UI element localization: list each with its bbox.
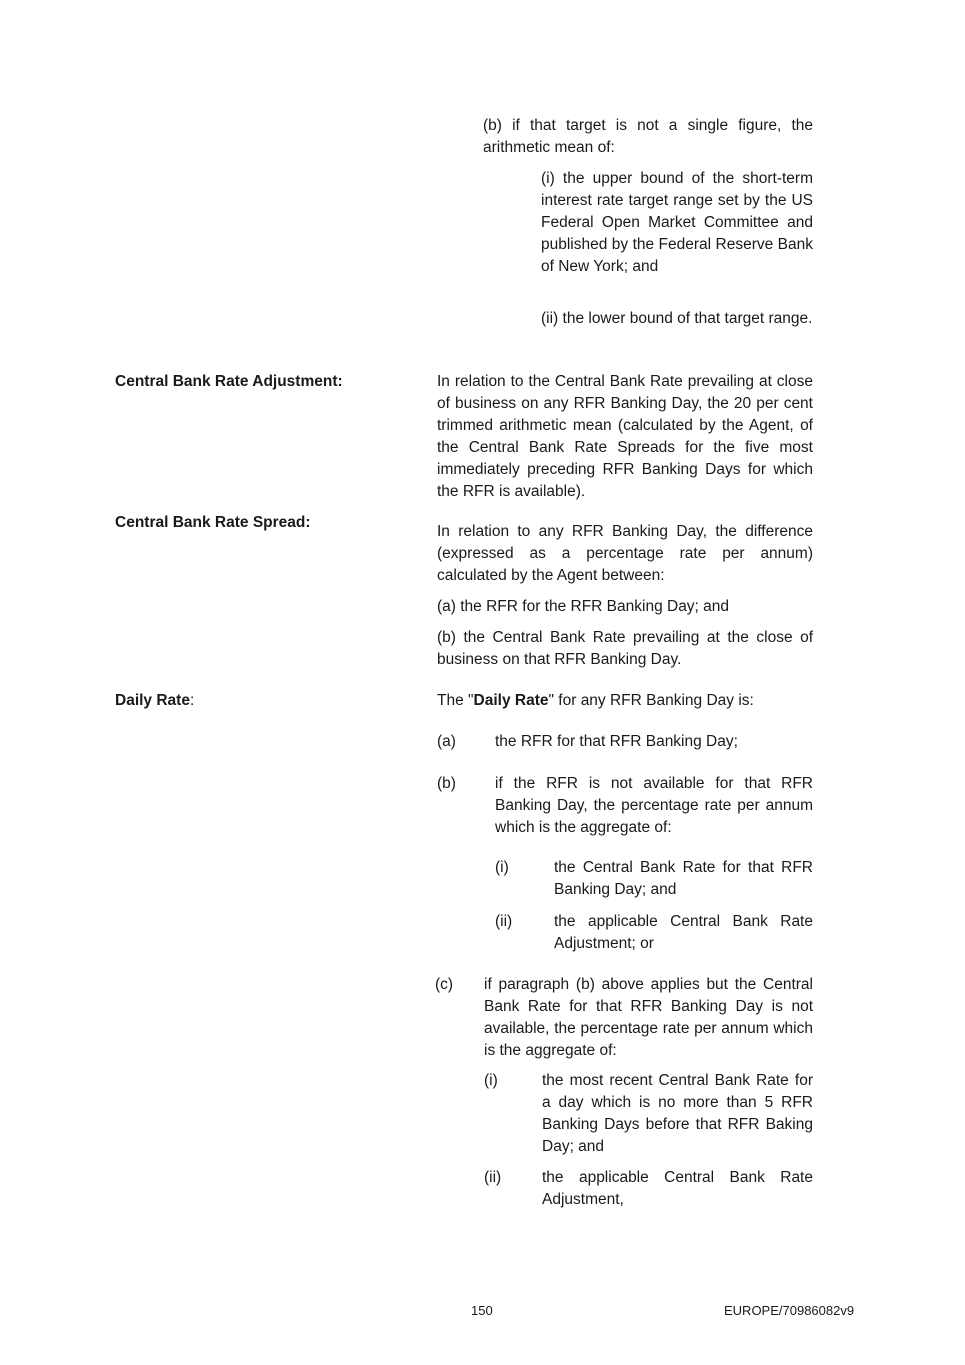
daily-b-ii-label: (ii): [495, 913, 513, 930]
daily-b-i-label: (i): [495, 859, 509, 876]
daily-term-colon: :: [189, 692, 195, 709]
daily-c-i-label: (i): [484, 1072, 498, 1089]
daily-intro-pre: The ": [437, 692, 474, 709]
document-reference: EUROPE/70986082v9: [724, 1303, 855, 1318]
daily-b-ii-text: the applicable Central Bank Rate Adjustment; or: [554, 913, 813, 952]
daily-a-label: (a): [437, 733, 456, 750]
spread-item-a: (a) the RFR for the RFR Banking Day; and: [437, 598, 730, 615]
daily-c-text: if paragraph (b) above applies but the Central Bank Rate for that RFR Banking Day is not available, the percentage rate per annum which is the aggregate of:: [484, 976, 813, 1059]
daily-a-text: the RFR for that RFR Banking Day;: [495, 733, 738, 750]
daily-b-label: (b): [437, 775, 456, 792]
daily-b-text: if the RFR is not available for that RFR Banking Day, the percentage rate per annum which is the aggregate of:: [495, 775, 813, 836]
definition-term-spread: Central Bank Rate Spread:: [115, 514, 311, 531]
daily-term-bold: Daily Rate: [115, 692, 190, 709]
top-b-item: (b) if that target is not a single figure, the arithmetic mean of:: [483, 117, 813, 156]
daily-b-i-text: the Central Bank Rate for that RFR Banking Day; and: [554, 859, 813, 898]
daily-intro-bold: Daily Rate: [473, 692, 549, 709]
daily-c-ii-label: (ii): [484, 1169, 502, 1186]
daily-c-i-text: the most recent Central Bank Rate for a day which is no more than 5 RFR Banking Days before that RFR Baking Day; and: [542, 1072, 813, 1155]
daily-intro-post: " for any RFR Banking Day is:: [548, 692, 754, 709]
definition-text-daily: [437, 690, 813, 712]
definition-term-daily: [115, 690, 194, 712]
daily-c-label: (c): [435, 976, 454, 993]
spread-item-b: (b) the Central Bank Rate prevailing at the close of business on that RFR Banking Day.: [437, 629, 813, 668]
definition-text-spread: In relation to any RFR Banking Day, the difference (expressed as a percentage rate per annum) calculated by the Agent between:: [437, 523, 813, 584]
daily-c-ii-text: the applicable Central Bank Rate Adjustment,: [542, 1169, 813, 1208]
definition-text-adjustment: In relation to the Central Bank Rate prevailing at close of business on any RFR Banking Day, the 20 per cent trimmed arithmetic mean (calculated by the Agent, of the Central Bank Rate Spreads for the five most immediately preceding RFR Banking Days for which the RFR is available).: [437, 373, 813, 500]
page-number: 150: [471, 1303, 493, 1318]
top-i-item: (i) the upper bound of the short-term interest rate target range set by the US Federal Open Market Committee and published by the Federal Reserve Bank of New York; and: [541, 170, 813, 275]
definition-term-adjustment: Central Bank Rate Adjustment:: [115, 373, 343, 390]
top-ii-item: (ii) the lower bound of that target range.: [541, 310, 813, 327]
